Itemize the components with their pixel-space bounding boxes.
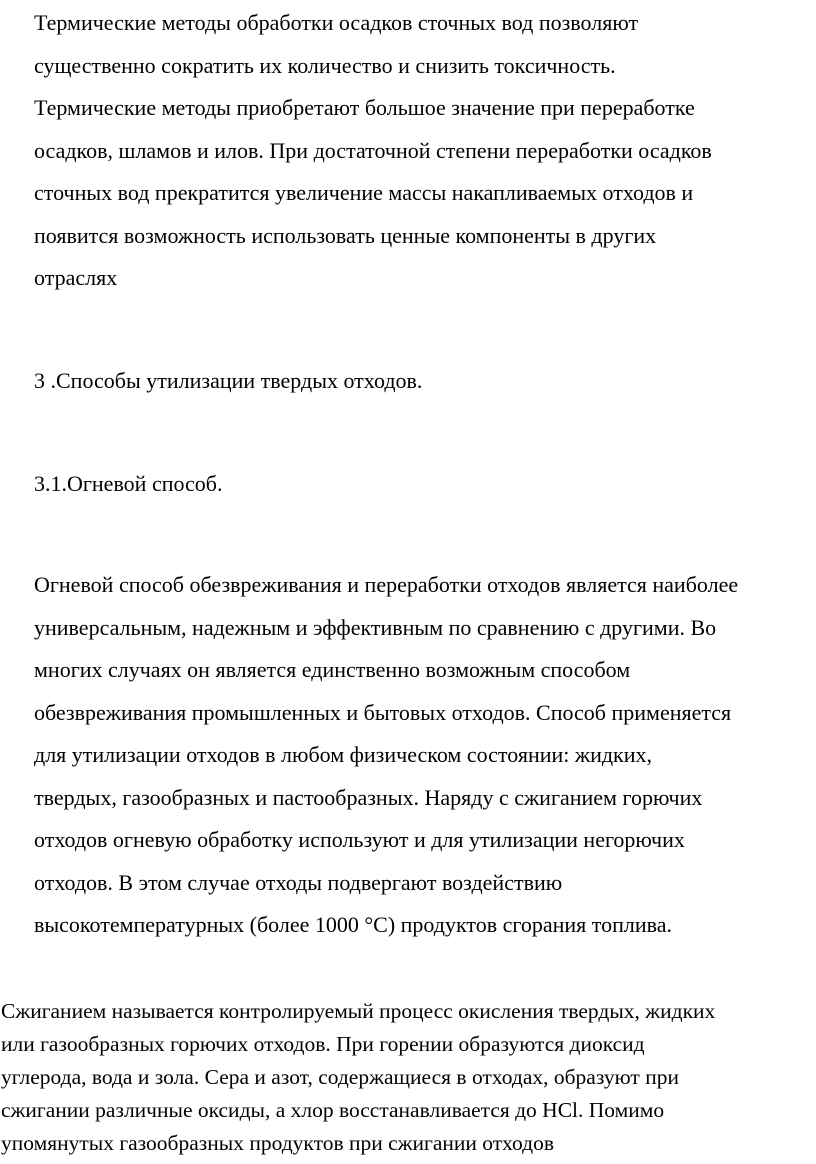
paragraph-fire-method	[34, 564, 816, 947]
text-line: углерода, вода и зола. Сера и азот, содержащиеся в отходах, образуют при	[1, 1065, 679, 1089]
text-line: высокотемпературных (более 1000 °С) продуктов сгорания топлива.	[34, 912, 672, 937]
text-line: многих случаях он является единственно возможным способом	[34, 657, 631, 682]
paragraph-thermal-methods	[34, 2, 816, 300]
text-line: Огневой способ обезвреживания и переработки отходов является наиболее	[34, 572, 739, 597]
heading-text: 3 .Способы утилизации твердых отходов.	[34, 368, 423, 393]
text-line: обезвреживания промышленных и бытовых отходов. Способ применяется	[34, 699, 732, 725]
text-line: твердых, газообразных и пастообразных. Наряду с сжиганием горючих	[34, 784, 703, 810]
section-heading-3	[34, 360, 816, 403]
text-line: или газообразных горючих отходов. При горении образуются диоксид	[1, 1032, 645, 1056]
text-line: отходов огневую обработку используют и для утилизации негорючих	[34, 827, 685, 852]
text-line: отходов. В этом случае отходы подвергают воздействию	[34, 869, 563, 895]
text-line: отраслях	[34, 265, 118, 290]
section-heading-3-1	[34, 463, 816, 506]
text-line: сточных вод прекратится увеличение массы накапливаемых отходов и	[34, 180, 694, 205]
text-line: Сжиганием называется контролируемый процесс окисления твердых, жидких	[1, 999, 716, 1023]
text-line: Термические методы обработки осадков сточных вод позволяют	[34, 10, 639, 35]
text-line: существенно сократить их количество и снизить токсичность.	[34, 52, 616, 78]
paragraph-combustion	[1, 995, 816, 1160]
text-line: сжигании различные оксиды, а хлор восстанавливается до HCl. Помимо	[1, 1098, 665, 1122]
text-line: упомянутых газообразных продуктов при сжигании отходов	[1, 1131, 555, 1155]
text-line: появится возможность использовать ценные компоненты в других	[34, 222, 657, 248]
text-line: осадков, шламов и илов. При достаточной степени переработки осадков	[34, 137, 712, 163]
text-line: для утилизации отходов в любом физическом состоянии: жидких,	[34, 742, 653, 767]
text-line: универсальным, надежным и эффективным по сравнению с другими. Во	[34, 614, 717, 640]
heading-text: 3.1.Огневой способ.	[34, 471, 223, 496]
text-line: Термические методы приобретают большое значение при переработке	[34, 95, 695, 120]
